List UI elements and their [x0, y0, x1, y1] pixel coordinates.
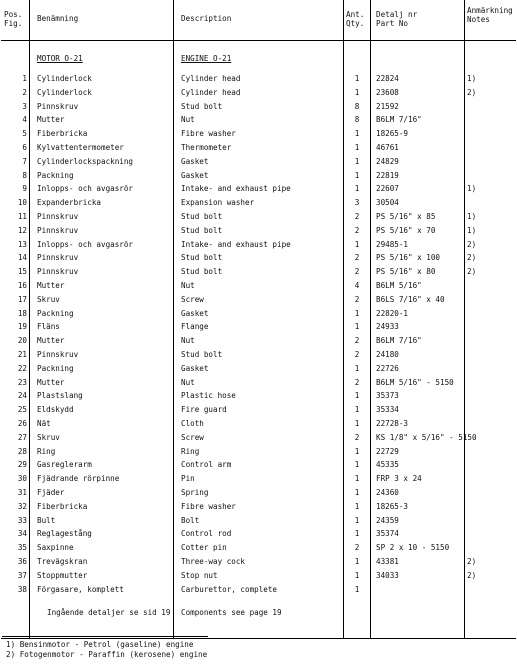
row-benamning: Pinnskruv	[37, 101, 79, 111]
row-description: Gasket	[181, 156, 209, 166]
row-position: 20	[17, 336, 27, 346]
row-benamning: Pinnskruv	[37, 253, 79, 263]
row-benamning: Fiberbricka	[37, 501, 88, 511]
part-header-line1: Detalj nr	[376, 10, 418, 19]
row-description: Thermometer	[181, 143, 232, 152]
row-position: 35	[17, 543, 27, 553]
row-position: 18	[17, 308, 27, 318]
row-note: 1)	[467, 225, 477, 235]
row-part-number: 24360	[376, 488, 399, 497]
row-position: 7	[22, 156, 27, 166]
row-position: 12	[17, 225, 27, 235]
row-position: 16	[17, 281, 27, 290]
row-benamning: Pinnskruv	[37, 212, 79, 221]
row-position: 24	[17, 391, 27, 401]
row-description: Screw	[181, 294, 204, 304]
row38-components-en: Components see page 19	[181, 608, 282, 617]
row-benamning: Kylvattentermometer	[37, 143, 124, 152]
row-quantity: 1	[354, 405, 360, 415]
row-position: 9	[22, 184, 27, 194]
row-quantity: 2	[354, 543, 360, 553]
row-part-number: PS 5/16" x 80	[376, 267, 436, 277]
column-divider	[173, 0, 174, 638]
row-quantity: 1	[354, 363, 360, 373]
column-divider	[343, 0, 344, 638]
row-benamning: Inlopps- och avgasrör	[37, 239, 134, 249]
row38-components-sv: Ingående detaljer se sid 19	[47, 608, 171, 617]
row-part-number: 18265-3	[376, 501, 409, 511]
row-quantity: 1	[354, 129, 360, 139]
row-position: 38	[17, 584, 27, 594]
row-position: 37	[17, 570, 27, 580]
section-title-en: ENGINE O-21	[181, 54, 232, 63]
benamning-header: Benämning	[37, 14, 79, 23]
row-benamning: Cylinderlock	[37, 87, 92, 97]
row-position: 33	[17, 515, 27, 525]
row-position: 21	[17, 350, 27, 359]
section-title-sv: MOTOR O-21	[37, 54, 83, 63]
row-quantity: 2	[354, 225, 360, 235]
row-description: Nut	[181, 336, 195, 346]
row-part-number: 34033	[376, 570, 399, 580]
row-description: Stud bolt	[181, 350, 223, 359]
row-part-number: B6LM 5/16"	[376, 281, 422, 290]
description-header: Description	[181, 14, 232, 23]
row-description: Gasket	[181, 170, 209, 180]
row-position: 1	[22, 74, 27, 83]
row-quantity: 1	[354, 460, 360, 470]
row-quantity: 1	[354, 156, 360, 166]
row-quantity: 2	[354, 336, 360, 346]
row-benamning: Reglagestång	[37, 529, 92, 539]
row-benamning: Skruv	[37, 432, 60, 442]
table-bottom-rule	[1, 638, 516, 639]
row-part-number: 22824	[376, 74, 399, 83]
row-benamning: Fläns	[37, 322, 60, 332]
column-divider	[464, 0, 465, 638]
row-part-number: 21592	[376, 101, 399, 111]
row-part-number: 22726	[376, 363, 399, 373]
row-description: Stud bolt	[181, 101, 223, 111]
row-quantity: 8	[354, 115, 360, 125]
row-part-number: 22729	[376, 446, 399, 456]
row-note: 2)	[467, 267, 477, 277]
row-position: 5	[22, 129, 27, 139]
row-benamning: Fjäder	[37, 488, 65, 497]
row-description: Three-way cock	[181, 557, 246, 566]
row-description: Flange	[181, 322, 209, 332]
row-position: 4	[22, 115, 27, 125]
row-position: 17	[17, 294, 27, 304]
row-benamning: Mutter	[37, 115, 65, 125]
row-part-number: PS 5/16" x 100	[376, 253, 441, 263]
table-header	[1, 0, 516, 41]
row-benamning: Cylinderlockspackning	[37, 156, 134, 166]
row-description: Stud bolt	[181, 212, 223, 221]
row-part-number: 35334	[376, 405, 399, 415]
row-quantity: 2	[354, 253, 360, 263]
row-benamning: Stoppmutter	[37, 570, 88, 580]
row-position: 32	[17, 501, 27, 511]
row-description: Stud bolt	[181, 267, 223, 277]
row-benamning: Cylinderlock	[37, 74, 92, 83]
row-description: Cotter pin	[181, 543, 227, 553]
row-position: 8	[22, 170, 27, 180]
part-header-line2: Part No	[376, 19, 409, 28]
row-benamning: Saxpinne	[37, 543, 74, 553]
row-benamning: Packning	[37, 308, 74, 318]
row-benamning: Nät	[37, 419, 51, 428]
row-part-number: 24829	[376, 156, 399, 166]
row-quantity: 1	[354, 515, 360, 525]
row-part-number: 30504	[376, 198, 399, 208]
row-quantity: 2	[354, 350, 360, 359]
row-description: Control arm	[181, 460, 232, 470]
row-benamning: Mutter	[37, 336, 65, 346]
row-part-number: 24359	[376, 515, 399, 525]
parts-list-sheet	[1, 0, 516, 638]
row-description: Fire guard	[181, 405, 227, 415]
row-position: 6	[22, 143, 27, 152]
row-part-number: 22820-1	[376, 308, 409, 318]
row-note: 2)	[467, 239, 477, 249]
row-note: 2)	[467, 557, 477, 566]
row-description: Nut	[181, 115, 195, 125]
row-benamning: Mutter	[37, 377, 65, 387]
row-part-number: 29485-1	[376, 239, 409, 249]
row-quantity: 1	[354, 239, 360, 249]
row-position: 22	[17, 363, 27, 373]
row-description: Fibre washer	[181, 129, 236, 139]
row-quantity: 2	[354, 212, 360, 221]
row-part-number: B6LS 7/16" x 40	[376, 294, 445, 304]
row-benamning: Skruv	[37, 294, 60, 304]
row-benamning: Pinnskruv	[37, 267, 79, 277]
row-quantity: 2	[354, 432, 360, 442]
row-note: 2)	[467, 570, 477, 580]
row-part-number: 18265-9	[376, 129, 409, 139]
row-position: 2	[22, 87, 27, 97]
row-quantity: 1	[354, 557, 360, 566]
row-quantity: 1	[354, 170, 360, 180]
row-description: Cylinder head	[181, 74, 241, 83]
row-part-number: PS 5/16" x 70	[376, 225, 436, 235]
row-description: Gasket	[181, 308, 209, 318]
row-position: 26	[17, 419, 27, 428]
row-position: 36	[17, 557, 27, 566]
column-divider	[370, 0, 371, 638]
row-position: 31	[17, 488, 27, 497]
row-part-number: 22728-3	[376, 419, 409, 428]
row-quantity: 1	[354, 446, 360, 456]
qty-header-line1: Ant.	[346, 10, 365, 19]
row-benamning: Pinnskruv	[37, 225, 79, 235]
row-note: 1)	[467, 212, 477, 221]
row-position: 3	[22, 101, 27, 111]
pos-header	[4, 10, 22, 28]
row-part-number: B6LM 5/16" - 5150	[376, 377, 454, 387]
row-description: Plastic hose	[181, 391, 236, 401]
row-description: Stud bolt	[181, 225, 223, 235]
row-part-number: PS 5/16" x 85	[376, 212, 436, 221]
row-description: Stop nut	[181, 570, 218, 580]
row-benamning: Trevägskran	[37, 557, 88, 566]
row-quantity: 1	[354, 391, 360, 401]
row-quantity: 1	[354, 501, 360, 511]
row-quantity: 2	[354, 377, 360, 387]
row-benamning: Fjädrande rörpinne	[37, 474, 120, 484]
row-quantity: 1	[354, 474, 360, 484]
row-description: Nut	[181, 377, 195, 387]
row-description: Fibre washer	[181, 501, 236, 511]
row-description: Expansion washer	[181, 198, 255, 208]
row-part-number: KS 1/8" x 5/16" - 5150	[376, 432, 477, 442]
footnote-1: 1) Bensinmotor - Petrol (gaseline) engine	[6, 640, 194, 649]
row-quantity: 1	[354, 308, 360, 318]
row-part-number: 45335	[376, 460, 399, 470]
row-description: Gasket	[181, 363, 209, 373]
row-benamning: Bult	[37, 515, 56, 525]
row-benamning: Pinnskruv	[37, 350, 79, 359]
row-position: 14	[17, 253, 27, 263]
qty-header-line2: Qty.	[346, 19, 365, 28]
row-part-number: 24180	[376, 350, 399, 359]
row-part-number: SP 2 x 10 - 5150	[376, 543, 450, 553]
row-note: 1)	[467, 184, 477, 194]
row-description: Pin	[181, 474, 195, 484]
row-part-number: 46761	[376, 143, 399, 152]
row-benamning: Packning	[37, 363, 74, 373]
notes-header-line2: Notes	[467, 15, 490, 24]
row-description: Stud bolt	[181, 253, 223, 263]
row-note: 2)	[467, 253, 477, 263]
row-position: 28	[17, 446, 27, 456]
row-position: 23	[17, 377, 27, 387]
row-part-number: 43381	[376, 557, 399, 566]
row-quantity: 2	[354, 267, 360, 277]
row-description: Cylinder head	[181, 87, 241, 97]
row-position: 19	[17, 322, 27, 332]
column-divider	[29, 0, 30, 638]
notes-header	[467, 6, 513, 24]
row-quantity: 1	[354, 419, 360, 428]
row-part-number: 35373	[376, 391, 399, 401]
row-benamning: Ring	[37, 446, 56, 456]
row-position: 30	[17, 474, 27, 484]
row-quantity: 1	[354, 570, 360, 580]
row-description: Bolt	[181, 515, 200, 525]
pos-header-line1: Pos.	[4, 10, 23, 19]
row-part-number: 23608	[376, 87, 399, 97]
row-benamning: Packning	[37, 170, 74, 180]
row-part-number: 24933	[376, 322, 399, 332]
row-description: Intake- and exhaust pipe	[181, 239, 291, 249]
row-part-number: 22819	[376, 170, 399, 180]
row-quantity: 2	[354, 294, 360, 304]
row-quantity: 1	[354, 529, 360, 539]
footnote-2: 2) Fotogenmotor - Paraffin (kerosene) engine	[6, 650, 208, 659]
row-part-number: B6LM 7/16"	[376, 115, 422, 125]
row-part-number: 22607	[376, 184, 399, 194]
row-position: 11	[17, 212, 27, 221]
row-position: 34	[17, 529, 27, 539]
row-note: 2)	[467, 87, 477, 97]
row-benamning: Expanderbricka	[37, 198, 102, 208]
row-quantity: 1	[354, 143, 360, 152]
row-benamning: Inlopps- och avgasrör	[37, 184, 134, 194]
row-description: Carburettor, complete	[181, 584, 278, 594]
row-position: 25	[17, 405, 27, 415]
row-position: 13	[17, 239, 27, 249]
row-quantity: 1	[354, 87, 360, 97]
row-description: Ring	[181, 446, 200, 456]
row-description: Screw	[181, 432, 204, 442]
row-position: 29	[17, 460, 27, 470]
footnote-rule	[2, 636, 208, 637]
row-part-number: B6LM 7/16"	[376, 336, 422, 346]
row-description: Control rod	[181, 529, 232, 539]
row-quantity: 1	[354, 184, 360, 194]
row-quantity: 8	[354, 101, 360, 111]
row-description: Nut	[181, 281, 195, 290]
qty-header	[346, 10, 364, 28]
row-benamning: Gasreglerarm	[37, 460, 92, 470]
part-header	[376, 10, 417, 28]
row-note: 1)	[467, 74, 477, 83]
row-quantity: 3	[354, 198, 360, 208]
row-quantity: 1	[354, 488, 360, 497]
row-quantity: 1	[354, 74, 360, 83]
row-part-number: FRP 3 x 24	[376, 474, 422, 484]
row-part-number: 35374	[376, 529, 399, 539]
row-position: 15	[17, 267, 27, 277]
row-benamning: Förgasare, komplett	[37, 584, 124, 594]
row-description: Intake- and exhaust pipe	[181, 184, 291, 194]
row-benamning: Plastslang	[37, 391, 83, 401]
row-benamning: Mutter	[37, 281, 65, 290]
row-quantity: 1	[354, 322, 360, 332]
notes-header-line1: Anmärkning	[467, 6, 513, 15]
row-benamning: Eldskydd	[37, 405, 74, 415]
row-description: Spring	[181, 488, 209, 497]
row-position: 27	[17, 432, 27, 442]
row-description: Cloth	[181, 419, 204, 428]
row-benamning: Fiberbricka	[37, 129, 88, 139]
pos-header-line2: Fig.	[4, 19, 23, 28]
row-quantity: 1	[354, 584, 360, 594]
row-position: 10	[17, 198, 27, 208]
row-quantity: 4	[354, 281, 360, 290]
